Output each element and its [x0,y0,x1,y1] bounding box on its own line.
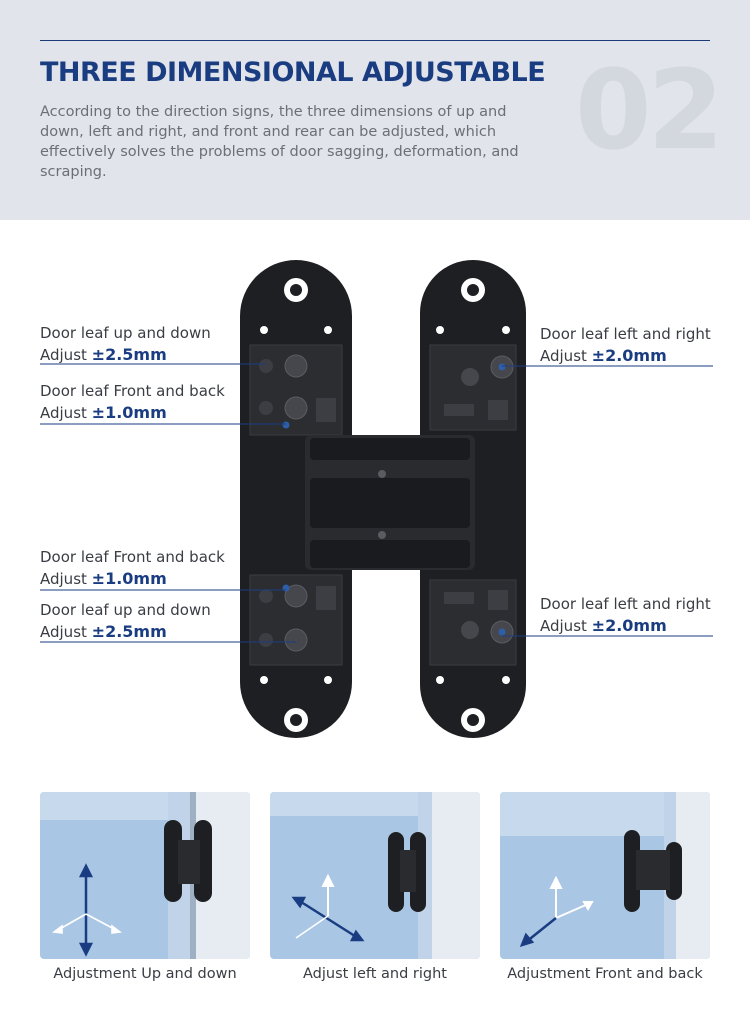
callout-label: Door leaf left and right [540,325,711,343]
caption-up-down: Adjustment Up and down [53,966,237,982]
callout-value: ±1.0mm [91,403,167,422]
callout-left-top-front-back [40,381,225,424]
photo-left-right [270,792,480,959]
hinge-illustration [0,220,750,760]
header-description: According to the direction signs, the three dimensions of up and down, left and right, and front and rear can be adjusted, which effectively solves the problems of door sagging, deformation, and scraping. [40,104,519,180]
callout-left-top-up-down [40,323,211,366]
callout-adjust: Adjust [40,623,87,641]
caption-left-right: Adjust left and right [303,966,447,982]
photo-up-down [40,792,250,959]
door-scene-left-right [270,792,480,959]
door-scene-front-back [500,792,710,959]
callout-adjust: Adjust [540,617,587,635]
callout-left-bottom-up-down [40,600,211,643]
section-number: 02 [575,46,721,174]
callout-right-top-left-right [540,324,711,367]
callout-label: Door leaf Front and back [40,382,225,400]
callout-right-bottom-left-right [540,594,711,637]
callout-label: Door leaf up and down [40,601,211,619]
callout-adjust: Adjust [40,346,87,364]
header-rule [40,40,710,41]
caption-front-back: Adjustment Front and back [507,966,703,982]
callout-label: Door leaf up and down [40,324,211,342]
callout-value: ±2.0mm [591,616,667,635]
hinge-arms [305,435,475,570]
callout-adjust: Adjust [40,570,87,588]
callout-value: ±2.0mm [591,346,667,365]
callout-value: ±2.5mm [91,622,167,641]
callout-adjust: Adjust [540,347,587,365]
header-banner [0,0,750,220]
callout-value: ±1.0mm [91,569,167,588]
door-scene-up-down [40,792,250,959]
callout-left-bottom-front-back [40,547,225,590]
callout-adjust: Adjust [40,404,87,422]
callout-label: Door leaf Front and back [40,548,225,566]
callout-label: Door leaf left and right [540,595,711,613]
callout-value: ±2.5mm [91,345,167,364]
page-title: THREE DIMENSIONAL ADJUSTABLE [40,57,546,88]
photo-front-back [500,792,710,959]
